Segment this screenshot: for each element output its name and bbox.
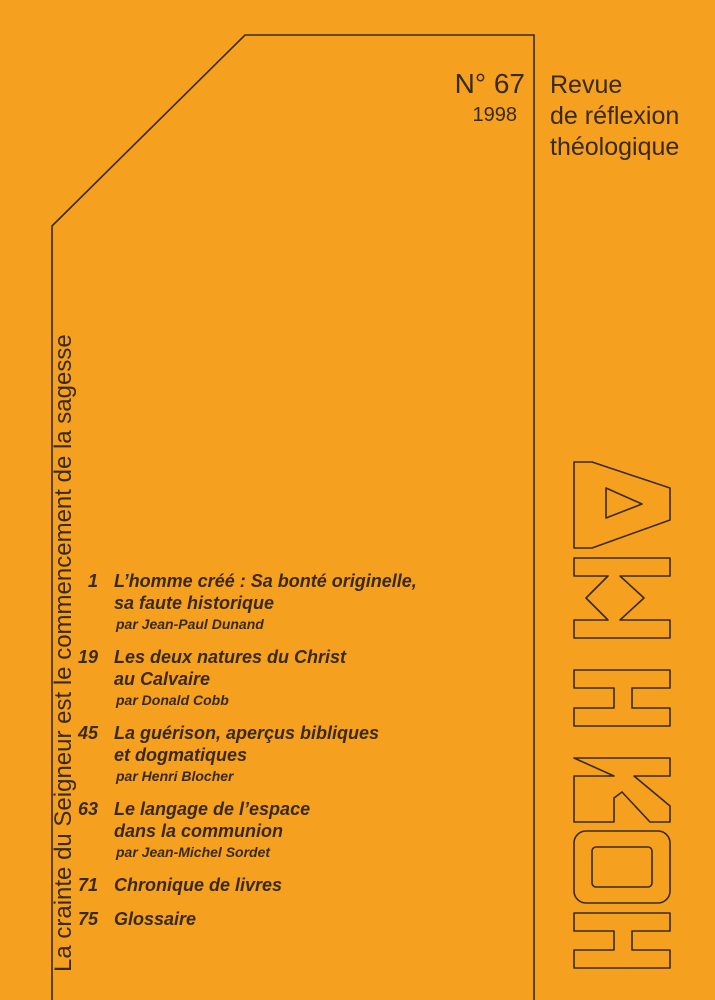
- toc-author: par Henri Blocher: [116, 768, 234, 784]
- toc-title: sa faute historique: [114, 593, 275, 613]
- subtitle-line: Revue: [550, 71, 623, 99]
- toc-author: par Jean-Michel Sordet: [116, 844, 271, 860]
- toc-entry: [62, 570, 482, 634]
- toc-page-number: 63: [77, 799, 98, 819]
- toc-title: dans la communion: [114, 821, 284, 841]
- toc-page-number: 19: [77, 647, 98, 667]
- toc-title: Chronique de livres: [114, 875, 283, 895]
- toc-title: Les deux natures du Christ: [114, 647, 347, 667]
- toc-title: Le langage de l’espace: [114, 799, 311, 819]
- toc-page-number: 75: [77, 909, 98, 929]
- toc-entry: [62, 646, 482, 710]
- spine-motto: La crainte du Seigneur est le commencement de la sagesse: [50, 334, 77, 972]
- toc-entry: [62, 798, 482, 862]
- toc-title: Glossaire: [114, 909, 197, 929]
- issue-number: N° 67: [454, 68, 525, 99]
- toc-page-number: 71: [77, 875, 98, 895]
- toc-title: au Calvaire: [114, 669, 211, 689]
- issue-year: 1998: [472, 104, 517, 126]
- toc-title: La guérison, aperçus bibliques: [114, 723, 380, 743]
- toc-title: et dogmatiques: [114, 745, 248, 765]
- toc-entry: [62, 874, 482, 896]
- journal-subtitle: [550, 70, 679, 163]
- subtitle-line: théologique: [550, 133, 680, 161]
- toc-title: L’homme créé : Sa bonté originelle,: [114, 571, 417, 591]
- toc-author: par Jean-Paul Dunand: [116, 616, 264, 632]
- hokhma-logo: [572, 458, 672, 983]
- subtitle-line: de réflexion: [550, 102, 680, 130]
- toc-entry: [62, 722, 482, 786]
- toc-page-number: 1: [87, 571, 98, 591]
- toc-page-number: 45: [77, 723, 98, 743]
- toc-entry: [62, 908, 482, 930]
- table-of-contents: [62, 570, 482, 942]
- toc-author: par Donald Cobb: [116, 692, 229, 708]
